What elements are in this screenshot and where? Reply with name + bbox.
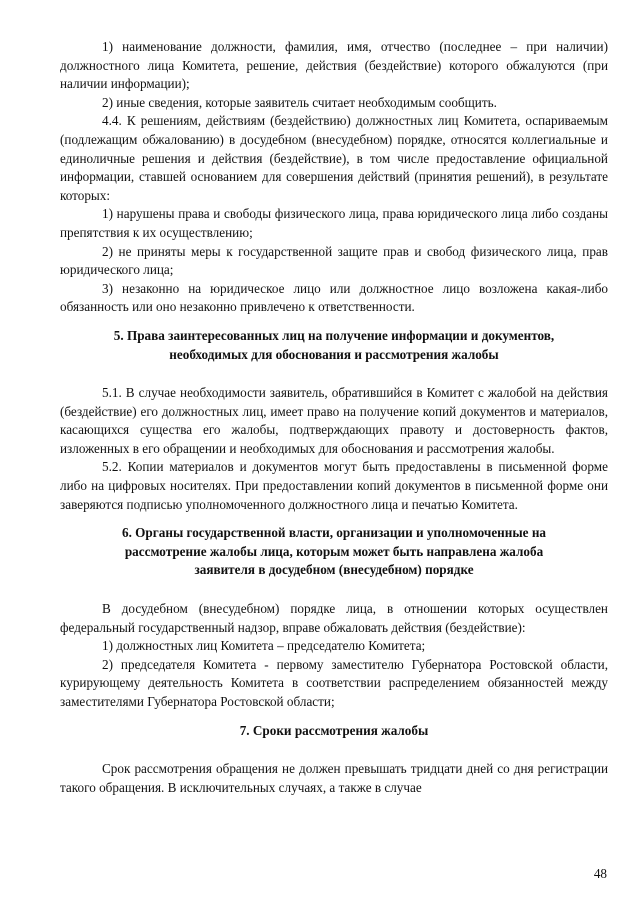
paragraph: Срок рассмотрения обращения не должен превышать тридцати дней со дня регистрации такого обращения. В исключительных случаях, а также в случае [60,761,608,795]
paragraph: 3) незаконно на юридическое лицо или должностное лицо возложена какая-либо обязанность или оно незаконно привлечено к ответственности. [60,280,608,315]
paragraph: 1) нарушены права и свободы физического лица, права юридического лица либо созданы препятствия к их осуществлению; [60,206,608,240]
document-page [60,38,608,797]
paragraph: 1) должностных лиц Комитета – председателю Комитета; [102,638,426,654]
section-5-heading-line2: необходимых для обоснования и рассмотрения жалобы [169,346,499,362]
section-6-heading-line2: рассмотрение жалобы лица, которым может быть направлена жалоба [124,543,544,559]
paragraph: 2) иные сведения, которые заявитель считает необходимым сообщить. [102,94,497,110]
paragraph: 2) не приняты меры к государственной защите прав и свобод физического лица, прав юридического лица; [60,243,608,278]
section-6-heading-line3: заявителя в досудебном (внесудебном) порядке [194,562,474,578]
section-7-heading: 7. Сроки рассмотрения жалобы [239,722,429,738]
section-5-heading-line1: 5. Права заинтересованных лиц на получение информации и документов, [113,327,555,343]
paragraph: В досудебном (внесудебном) порядке лица, в отношении которых осуществлен федеральный государственный надзор, вправе обжаловать действия (бездействие): [60,601,608,635]
paragraph: 5.2. Копии материалов и документов могут быть предоставлены в письменной форме либо на цифровых носителях. При предоставлении копий документов в письменной форме они заверяются подписью уполномоченного должностного лица и печатью Комитета. [60,459,608,512]
paragraph: 5.1. В случае необходимости заявитель, обратившийся в Комитет с жалобой на действия (бездействие) его должностных лиц, имеет право на получение копий документов и материалов, касающихся существа его жалобы, подтверждающих правоту и достоверность фактов, изложенных в его обращении и необходимых для обоснования и рассмотрения жалобы. [60,385,608,456]
paragraph: 1) наименование должности, фамилия, имя, отчество (последнее – при наличии) должностного лица Комитета, решение, действия (бездействие) которого обжалуются (при наличии информации); [60,39,608,92]
paragraph: 2) председателя Комитета - первому заместителю Губернатора Ростовской области, курирующему деятельность Комитета в соответствии распределением обязанностей между заместителями Губернатора Ростовской области; [60,656,608,709]
paragraph: 4.4. К решениям, действиям (бездействию) должностных лиц Комитета, оспариваемым (подлежащим обжалованию) в досудебном (внесудебном) порядке, относятся коллегиальные и единоличные решения и действия (бездействие), в том числе предоставление официальной информации, ставшей основанием для совершения действий (принятия решений), в результате которых: [60,113,608,203]
page-number: 48 [593,866,607,881]
section-6-heading-line1: 6. Органы государственной власти, организации и уполномоченные на [121,525,547,541]
